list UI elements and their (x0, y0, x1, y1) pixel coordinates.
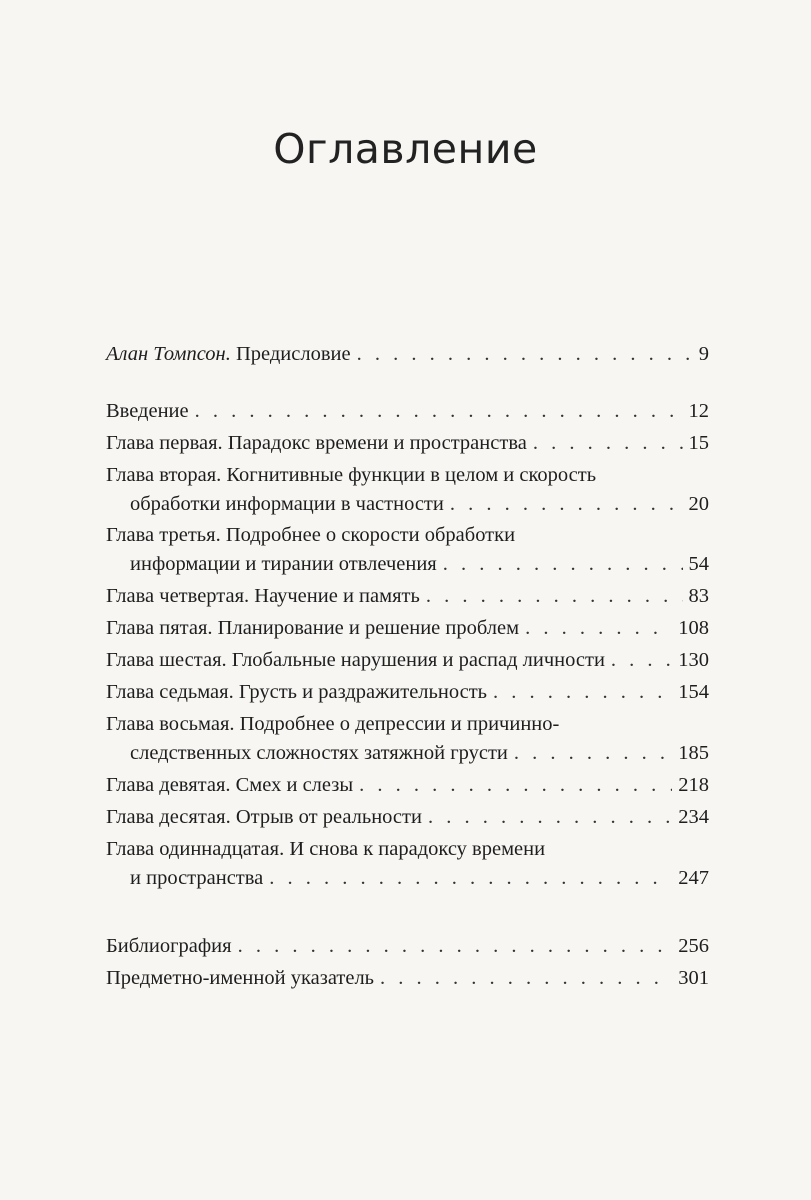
dot-leader (357, 340, 693, 369)
toc-page-number: 247 (678, 867, 709, 889)
dot-leader (443, 550, 683, 579)
toc-page-number: 218 (678, 774, 709, 796)
dot-leader (450, 490, 683, 519)
toc-entry-title-line2: следственных сложностях затяжной грусти (130, 742, 508, 764)
toc-entry-text (106, 340, 351, 369)
toc-entry-chapter-5 (106, 614, 709, 643)
dot-leader (426, 582, 683, 611)
toc-entry-chapter-7 (106, 678, 709, 707)
dot-leader (611, 646, 672, 675)
toc-entry-chapter-4 (106, 582, 709, 611)
dot-leader (493, 678, 672, 707)
toc-entry-title-line2: и пространства (130, 867, 264, 889)
toc-entry-title-line1: Глава одиннадцатая. И снова к парадоксу времени (106, 838, 546, 860)
toc-entry-chapter-2 (106, 461, 709, 519)
dot-leader (195, 397, 683, 426)
toc-entry-title: Глава десятая. Отрыв от реальности (106, 806, 422, 828)
toc-entry-title: Введение (106, 400, 189, 422)
toc-entry-index (106, 964, 709, 993)
toc-entry-chapter-3 (106, 521, 709, 579)
toc-entry-title-line1: Глава восьмая. Подробнее о депрессии и причинно- (106, 713, 560, 735)
toc-entry-title: Предисловие (235, 343, 351, 365)
toc-page-number: 108 (678, 617, 709, 639)
toc-entry-chapter-6 (106, 646, 709, 675)
dot-leader (525, 614, 672, 643)
toc-page-number: 9 (698, 343, 709, 365)
toc-entry-chapter-1 (106, 429, 709, 458)
toc-page-number: 20 (688, 493, 709, 515)
dot-leader (380, 964, 672, 993)
toc-entry-title-line1: Глава третья. Подробнее о скорости обработки (106, 524, 516, 546)
toc-entry-intro (106, 397, 709, 426)
toc-page-number: 83 (688, 585, 709, 607)
toc-entry-chapter-9 (106, 771, 709, 800)
toc-entry-author: Алан Томпсон. (106, 343, 231, 365)
dot-leader (359, 771, 672, 800)
toc-entry-title: Библиография (106, 935, 232, 957)
toc-entry-title: Глава шестая. Глобальные нарушения и распад личности (106, 649, 605, 671)
toc-entry-title-line1: Глава вторая. Когнитивные функции в целом и скорость (106, 464, 597, 486)
dot-leader (269, 864, 672, 893)
toc-page-number: 185 (678, 742, 709, 764)
toc-entry-chapter-8 (106, 710, 709, 768)
toc-entry-title: Глава четвертая. Научение и память (106, 585, 420, 607)
dot-leader (238, 932, 673, 961)
toc-entry-bibliography (106, 932, 709, 961)
toc-entry-title: Предметно-именной указатель (106, 967, 375, 989)
toc-entry-chapter-10 (106, 803, 709, 832)
toc-entry-title: Глава первая. Парадокс времени и пространства (106, 432, 527, 454)
toc-page-number: 256 (678, 935, 709, 957)
toc-entry-title-line2: обработки информации в частности (130, 493, 444, 515)
toc-entry-title: Глава девятая. Смех и слезы (106, 774, 354, 796)
toc-page-number: 301 (678, 967, 709, 989)
toc-page-number: 12 (688, 400, 709, 422)
toc-entry-preface (106, 340, 709, 369)
toc-page-number: 154 (678, 681, 709, 703)
toc-entry-title-line2: информации и тирании отвлечения (130, 553, 437, 575)
toc-page-number: 130 (678, 649, 709, 671)
dot-leader (514, 739, 672, 768)
toc-page-number: 15 (688, 432, 709, 454)
dot-leader (428, 803, 672, 832)
page-title: Оглавление (273, 125, 538, 173)
toc-page-number: 54 (688, 553, 709, 575)
toc-entry-title: Глава пятая. Планирование и решение проблем (106, 617, 520, 639)
dot-leader (533, 429, 683, 458)
toc-entry-chapter-11 (106, 835, 709, 893)
toc-page-number: 234 (678, 806, 709, 828)
toc-entry-title: Глава седьмая. Грусть и раздражительность (106, 681, 488, 703)
